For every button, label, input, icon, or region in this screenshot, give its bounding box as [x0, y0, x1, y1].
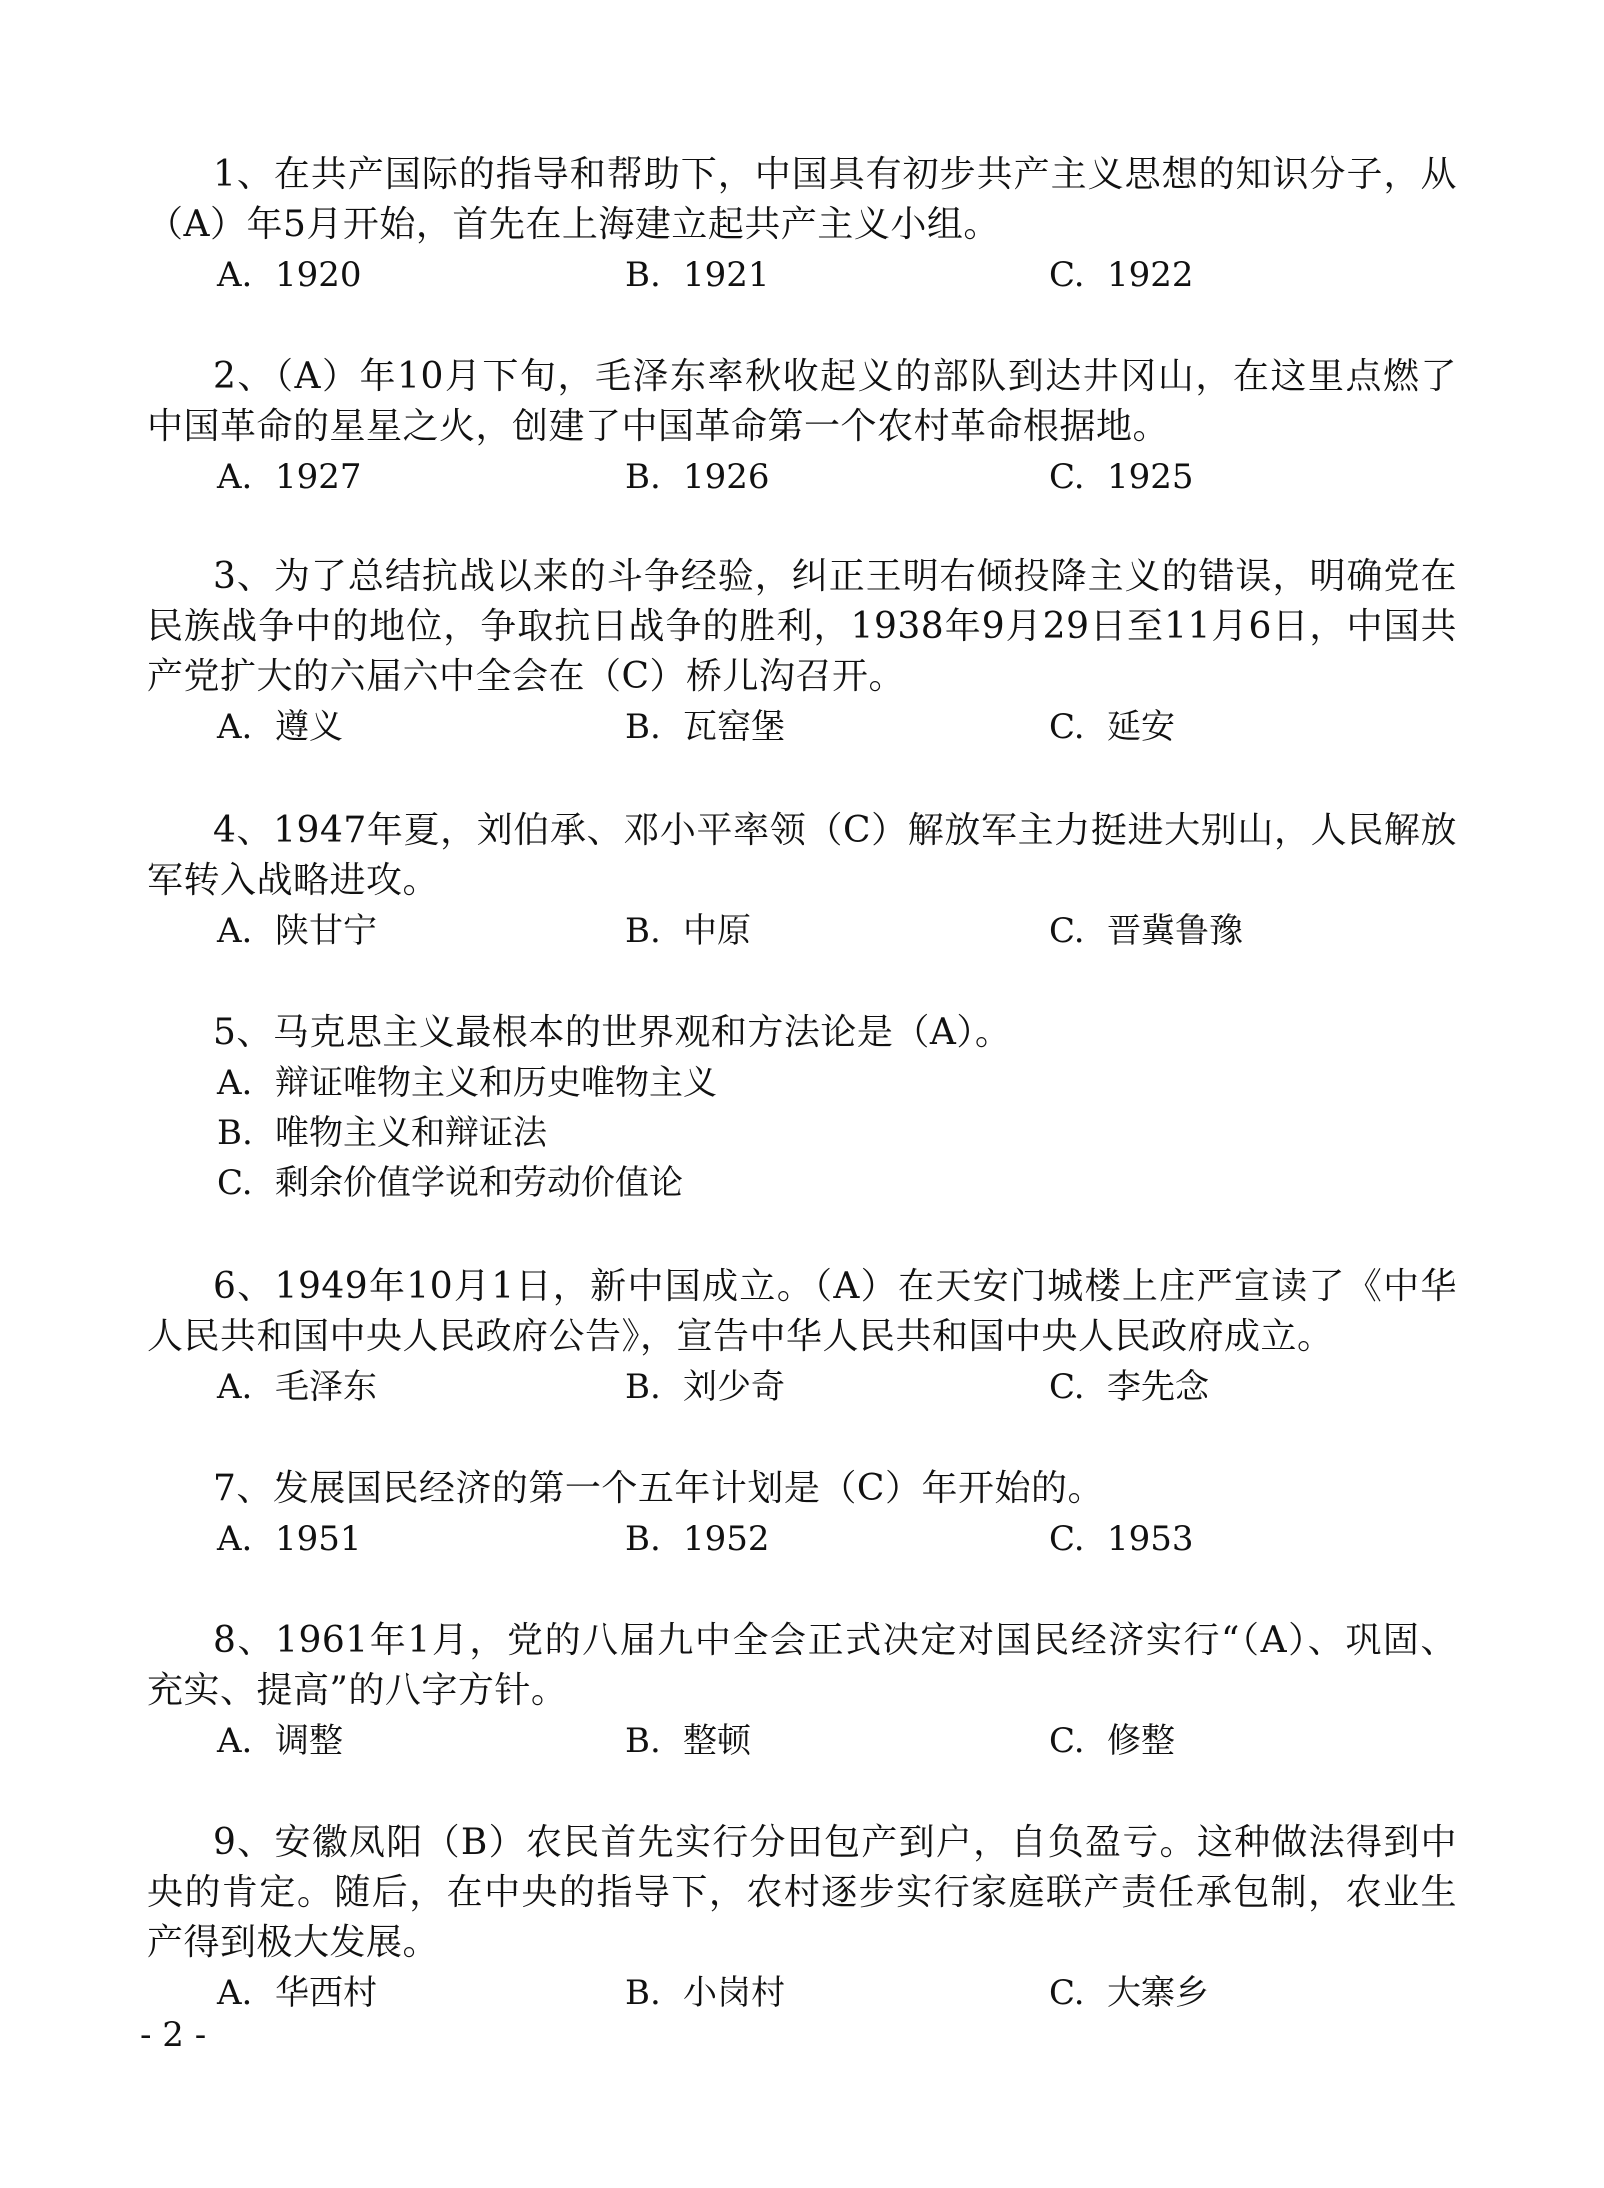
question-stem: 8、1961年1月，党的八届九中全会正式决定对国民经济实行“（A）、巩固、充实、提高”的八字方针。 [147, 1620, 1457, 1711]
option-text: 晋冀鲁豫 [1107, 911, 1243, 951]
option-text: 1922 [1107, 255, 1194, 295]
option-letter: C. [1049, 707, 1085, 747]
options-stack [147, 1058, 1457, 1208]
question-stem: 6、1949年10月1日，新中国成立。（A）在天安门城楼上庄严宣读了《中华人民共和国中央人民政府公告》，宣告中华人民共和国中央人民政府成立。 [147, 1266, 1457, 1357]
options-row [147, 1716, 1457, 1766]
option-letter: C. [1049, 457, 1085, 497]
option-letter: A. [217, 911, 253, 951]
option-letter: C. [1049, 911, 1085, 951]
option-text: 剩余价值学说和劳动价值论 [275, 1163, 683, 1203]
option-c [1049, 452, 1194, 502]
option-b [147, 1108, 1457, 1158]
option-c [1049, 1514, 1194, 1564]
option-b [625, 452, 770, 502]
option-a [147, 1058, 1457, 1108]
question-stem: 1、在共产国际的指导和帮助下，中国具有初步共产主义思想的知识分子，从（A）年5月开始，首先在上海建立起共产主义小组。 [147, 154, 1457, 245]
option-c [1049, 1968, 1209, 2018]
question-4 [147, 806, 1457, 956]
question-6 [147, 1262, 1457, 1412]
option-b [625, 1362, 785, 1412]
option-text: 李先念 [1107, 1367, 1209, 1407]
option-text: 毛泽东 [275, 1367, 377, 1407]
option-letter: A. [217, 255, 253, 295]
option-letter: B. [625, 911, 661, 951]
option-b [625, 1514, 770, 1564]
option-text: 1926 [683, 457, 770, 497]
option-a [217, 250, 362, 300]
question-5 [147, 1008, 1457, 1208]
option-letter: A. [217, 1063, 253, 1103]
question-3 [147, 552, 1457, 752]
option-a [217, 1716, 343, 1766]
option-b [625, 1716, 751, 1766]
option-c [147, 1158, 1457, 1208]
question-2 [147, 352, 1457, 502]
option-text: 1921 [683, 255, 770, 295]
options-row [147, 906, 1457, 956]
option-letter: B. [625, 707, 661, 747]
option-letter: B. [625, 1721, 661, 1761]
option-text: 大寨乡 [1107, 1973, 1209, 2013]
option-c [1049, 702, 1175, 752]
question-8 [147, 1616, 1457, 1766]
question-stem: 3、为了总结抗战以来的斗争经验，纠正王明右倾投降主义的错误，明确党在民族战争中的地位，争取抗日战争的胜利，1938年9月29日至11月6日，中国共产党扩大的六届六中全会在（C）桥儿沟召开。 [147, 556, 1457, 697]
option-b [625, 906, 751, 956]
question-stem: 2、（A）年10月下旬，毛泽东率秋收起义的部队到达井冈山，在这里点燃了中国革命的星星之火，创建了中国革命第一个农村革命根据地。 [147, 356, 1457, 447]
option-text: 小岗村 [683, 1973, 785, 2013]
options-row [147, 250, 1457, 300]
option-text: 遵义 [275, 707, 343, 747]
option-b [625, 250, 770, 300]
option-text: 延安 [1107, 707, 1175, 747]
option-letter: C. [1049, 1367, 1085, 1407]
option-letter: B. [217, 1113, 253, 1153]
question-7 [147, 1464, 1457, 1564]
option-letter: B. [625, 457, 661, 497]
option-letter: C. [217, 1163, 253, 1203]
option-letter: C. [1049, 1721, 1085, 1761]
option-a [217, 452, 362, 502]
options-row [147, 452, 1457, 502]
option-text: 1953 [1107, 1519, 1194, 1559]
options-row [147, 1514, 1457, 1564]
option-letter: C. [1049, 255, 1085, 295]
option-b [625, 1968, 785, 2018]
options-row [147, 702, 1457, 752]
option-text: 陕甘宁 [275, 911, 377, 951]
option-letter: A. [217, 1721, 253, 1761]
option-text: 1952 [683, 1519, 770, 1559]
option-letter: A. [217, 457, 253, 497]
option-a [217, 1362, 377, 1412]
option-text: 调整 [275, 1721, 343, 1761]
option-letter: B. [625, 1973, 661, 2013]
option-text: 华西村 [275, 1973, 377, 2013]
question-1 [147, 150, 1457, 300]
option-c [1049, 1362, 1209, 1412]
options-row [147, 1362, 1457, 1412]
option-text: 瓦窑堡 [683, 707, 785, 747]
option-letter: B. [625, 1367, 661, 1407]
option-letter: C. [1049, 1519, 1085, 1559]
option-text: 1925 [1107, 457, 1194, 497]
option-text: 刘少奇 [683, 1367, 785, 1407]
question-9 [147, 1818, 1457, 2018]
option-c [1049, 250, 1194, 300]
option-c [1049, 906, 1243, 956]
option-text: 中原 [683, 911, 751, 951]
option-text: 修整 [1107, 1721, 1175, 1761]
options-row [147, 1968, 1457, 2018]
option-a [217, 906, 377, 956]
page-number: - 2 - [140, 2015, 207, 2055]
option-a [217, 1968, 377, 2018]
option-text: 唯物主义和辩证法 [275, 1113, 547, 1153]
option-b [625, 702, 785, 752]
question-stem: 7、发展国民经济的第一个五年计划是（C）年开始的。 [213, 1468, 1104, 1509]
question-stem: 5、马克思主义最根本的世界观和方法论是（A）。 [213, 1012, 1012, 1053]
option-text: 1920 [275, 255, 362, 295]
option-letter: B. [625, 255, 661, 295]
option-text: 辩证唯物主义和历史唯物主义 [275, 1063, 717, 1103]
option-letter: A. [217, 1367, 253, 1407]
option-text: 1927 [275, 457, 362, 497]
option-letter: A. [217, 1973, 253, 2013]
option-c [1049, 1716, 1175, 1766]
option-text: 整顿 [683, 1721, 751, 1761]
option-letter: B. [625, 1519, 661, 1559]
option-letter: A. [217, 1519, 253, 1559]
question-stem: 9、安徽凤阳（B）农民首先实行分田包产到户，自负盈亏。这种做法得到中央的肯定。随后，在中央的指导下，农村逐步实行家庭联产责任承包制，农业生产得到极大发展。 [147, 1822, 1457, 1963]
option-a [217, 702, 343, 752]
option-text: 1951 [275, 1519, 362, 1559]
question-stem: 4、1947年夏，刘伯承、邓小平率领（C）解放军主力挺进大别山，人民解放军转入战略进攻。 [147, 810, 1457, 901]
option-letter: C. [1049, 1973, 1085, 2013]
option-letter: A. [217, 707, 253, 747]
option-a [217, 1514, 362, 1564]
